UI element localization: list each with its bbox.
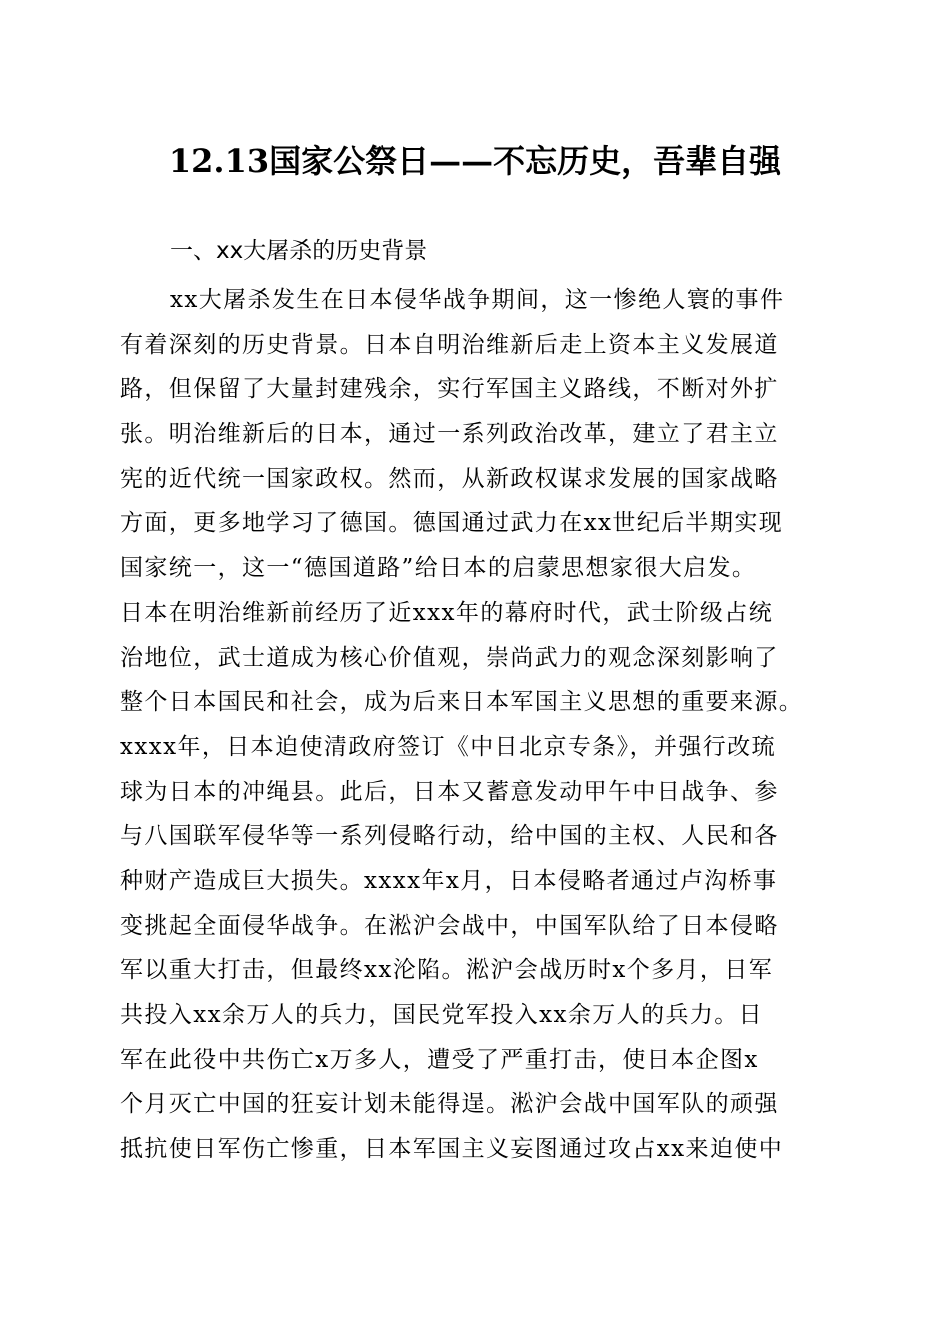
text-line: xxxx年，日本迫使清政府签订《中日北京专条》，并强行改琉 [120, 733, 776, 760]
text-line: xx大屠杀发生在日本侵华战争期间，这一惨绝人寰的事件 [170, 287, 785, 313]
text-line: 整个日本国民和社会，成为后来日本军国主义思想的重要来源。 [120, 689, 804, 716]
text-line: 与八国联军侵华等一系列侵略行动，给中国的主权、人民和各 [120, 823, 779, 850]
text-line: 个月灭亡中国的狂妄计划未能得逞。淞沪会战中国军队的顽强 [120, 1091, 779, 1118]
text-line: 日本在明治维新前经历了近xxx年的幕府时代，武士阶级占统 [120, 599, 774, 626]
body-paragraph [120, 282, 840, 1176]
text-line: 方面，更多地学习了德国。德国通过武力在xx世纪后半期实现 [120, 510, 784, 537]
text-line: 抵抗使日军伤亡惨重，日本军国主义妄图通过攻占xx来迫使中 [120, 1136, 784, 1163]
text-line: 种财产造成巨大损失。xxxx年x月，日本侵略者通过卢沟桥事 [120, 867, 778, 894]
text-line: 变挑起全面侵华战争。在淞沪会战中，中国军队给了日本侵略 [120, 912, 779, 939]
text-line: 军以重大打击，但最终xx沦陷。淞沪会战历时x个多月，日军 [120, 957, 774, 984]
section-heading: 一、xx大屠杀的历史背景 [170, 238, 428, 264]
document-title: 12.13国家公祭日——不忘历史，吾辈自强 [168, 142, 782, 180]
text-line: 共投入xx余万人的兵力，国民党军投入xx余万人的兵力。日 [120, 1002, 764, 1028]
text-line: 张。明治维新后的日本，通过一系列政治改革，建立了君主立 [120, 421, 779, 448]
text-line: 有着深刻的历史背景。日本自明治维新后走上资本主义发展道 [120, 331, 779, 358]
text-line: 军在此役中共伤亡x万多人，遭受了严重打击，使日本企图x [120, 1046, 759, 1073]
text-line: 球为日本的冲绳县。此后，日本又蓄意发动甲午中日战争、参 [120, 778, 779, 805]
text-line: 治地位，武士道成为核心价值观，崇尚武力的观念深刻影响了 [120, 644, 779, 671]
text-line: 国家统一，这一“德国道路”给日本的启蒙思想家很大启发。 [120, 555, 757, 582]
text-line: 路，但保留了大量封建残余，实行军国主义路线，不断对外扩 [120, 376, 779, 403]
text-line: 宪的近代统一国家政权。然而，从新政权谋求发展的国家战略 [120, 465, 779, 492]
